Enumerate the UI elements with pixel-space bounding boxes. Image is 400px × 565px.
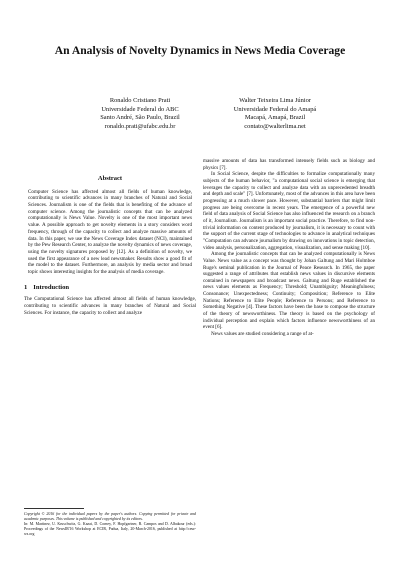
paper-title: An Analysis of Novelty Dynamics in News Media Coverage bbox=[54, 44, 346, 57]
footnote bbox=[24, 508, 196, 537]
author-email: contato@walterlima.net bbox=[244, 122, 306, 130]
author-affiliation: Universidade Federal do ABC bbox=[101, 105, 179, 113]
author-2 bbox=[190, 97, 360, 131]
author-name: Walter Teixeira Lima Júnior bbox=[239, 97, 311, 104]
body-paragraph: In Social Science, despite the difficulties to formalize computationally many subjects of the human behavior, "a computational social science is emerging that leverages the capacity to collect and analyze data with an unprecedented breadth and depth and scale" [7]. Unfortunately, most of the advances in this area have been progressing at a much slower pace. However, substantial barriers that might limit progress are being overcome in recent years. The emergence of a powerful new field of data analysis of Social Science has also influenced the research on a branch of it, Journalism. Journalism is an important social practice. Therefore, to find non-trivial information on content produced by journalism, it is necessary to count with the support of the current stage of technologies to advance in analytical techniques "Computation can advance journalism by drawing on innovations in topic detection, video analysis, personalization, aggregation, visualization, and sense making [10]. bbox=[203, 171, 375, 251]
intro-paragraph: The Computational Science has affected almost all fields of human knowledge, contributing to scientific advances in many branches of Natural and Social Sciences. For instance, the capacity to collect and analyze bbox=[24, 296, 196, 316]
abstract-heading: Abstract bbox=[97, 175, 123, 182]
left-column bbox=[24, 172, 196, 316]
copyright-notice: Copyright © 2016 for the individual papers by the paper's authors. Copying permitted for private and academic purposes. This volume is published and copyrighted by its editors. bbox=[24, 512, 196, 521]
proceedings-citation: In: M. Martinez, U. Kruschwitz, G. Kazai, D. Corney, F. Hopfgartner, R. Campos and D. Albakour (eds.): Proceedings of the NewsIR'16 Workshop at ECIR, Padua, Italy, 20-March-2016, published at http://ceur-ws.org bbox=[24, 522, 196, 536]
section-heading bbox=[24, 285, 196, 292]
author-location: Macapá, Amapá, Brazil bbox=[244, 114, 306, 122]
author-affiliation: Universidade Federal do Amapá bbox=[233, 105, 317, 113]
body-paragraph: Among the journalistic concepts that can be analyzed computationally is News Value. News value as a concept was thought by Johan Galtung and Mari Holmboe Ruge's seminal publication in the Journal of Peace Research. In 1965, the paper suggested a range of attributes that establish news values in discursive elements contained in newspapers and broadcast news. Galtung and Ruge established the news values elements as Frequency; Threshold; Unambiguity; Meaningfulness; Consonance; Unexpectedness; Continuity; Composition; Reference to Elite Nations; Reference to Elite People; Reference to Persons; and Reference to Something Negative [4]. These factors have been the base to compose the structure of the theory of newsworthiness. The theory is based on the psychology of individual perception and explain which factors influence newsworthiness of an event [6]. bbox=[203, 251, 375, 331]
section-title: Introduction bbox=[33, 283, 70, 291]
body-paragraph: News values are studied considering a range of at- bbox=[211, 331, 314, 338]
abstract-text bbox=[24, 189, 196, 276]
body-paragraph: massive amounts of data has transformed intensely fields such as biology and physics [7]. bbox=[203, 158, 375, 171]
author-location: Santo André, São Paulo, Brazil bbox=[100, 114, 180, 122]
right-column bbox=[203, 158, 375, 338]
footnote-rule bbox=[24, 508, 84, 509]
abstract-paragraph: Computer Science has affected almost all fields of human knowledge, contributing to scientific advances in many branches of Natural and Social Sciences. Journalism is one of the fields that is benefiting of the advance of computer science. Among the journalistic concepts that can be analyzed computationally is News Value. Novelty is one of the most important news value. A possible approach to get novelty elements in a story considers word frequency, through of the capacity to collect and analyze massive amounts of data. In this paper, we use the News Coverage Index dataset (NCI), maintained by the Pew Research Center, to analyze the novelty dynamics of news coverage, using the novelty signatures proposed by [12]. As a definition of novelty, we used the first appearance of a new lead newsmaker. Results show a good fit of the model to the dataset. Furthermore, an analysis by media sector and broad topic shows interesting insights for the analysis of media coverage. bbox=[28, 188, 192, 276]
author-email: ronaldo.prati@ufabc.edu.br bbox=[104, 122, 176, 130]
author-name: Ronaldo Cristiano Prati bbox=[109, 97, 171, 104]
section-number: 1 bbox=[24, 283, 28, 291]
